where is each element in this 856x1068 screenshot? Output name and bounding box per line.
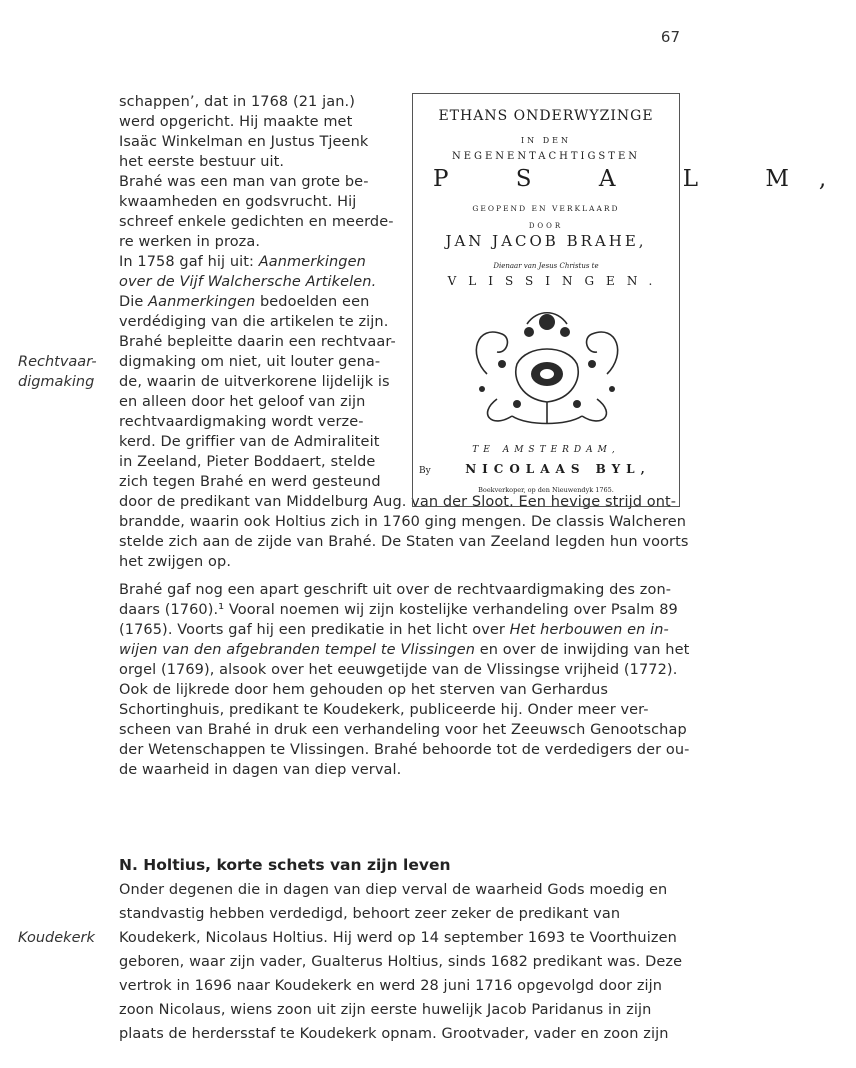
- body-line: vertrok in 1696 naar Koudekerk en werd 28 juni 1716 opgevolgd door zijn: [119, 978, 663, 994]
- body-line: standvastig hebben verdedigd, behoort zeer zeker de predikant van: [119, 906, 621, 922]
- body-line: wijen van den afgebranden tempel te Vlissingen en over de inwijding van het: [119, 642, 690, 658]
- body-line: daars (1760).¹ Vooral noemen wij zijn kostelijke verhandeling over Psalm 89: [119, 602, 678, 618]
- body-line: kwaamheden en godsvrucht. Hij: [119, 194, 357, 210]
- floral-ornament-icon: [457, 304, 637, 434]
- book-title-italic: Het herbouwen en in-: [509, 622, 669, 638]
- body-line: Onder degenen die in dagen van diep verval de waarheid Gods moedig en: [119, 882, 668, 898]
- body-line: Brahé gaf nog een apart geschrift uit over de rechtvaardigmaking des zon-: [119, 582, 672, 598]
- body-line: geboren, waar zijn vader, Gualterus Holtius, sinds 1682 predikant was. Deze: [119, 954, 683, 970]
- body-line: door de predikant van Middelburg Aug. van der Sloot. Een hevige strijd ont-: [119, 494, 677, 510]
- body-line: het eerste bestuur uit.: [119, 154, 285, 170]
- body-line: Brahé bepleitte daarin een rechtvaar-: [119, 334, 396, 350]
- body-line: brandde, waarin ook Holtius zich in 1760 ging mengen. De classis Walcheren: [119, 514, 687, 530]
- book-title-italic: wijen van den afgebranden tempel te Vlissingen: [119, 642, 476, 658]
- title-page-title: ETHANS ONDERWYZINGE: [438, 108, 654, 124]
- body-line: schreef enkele gedichten en meerde-: [119, 214, 394, 230]
- body-line: In 1758 gaf hij uit: Aanmerkingen: [119, 254, 366, 270]
- title-page-illustration: [412, 93, 856, 507]
- body-line: scheen van Brahé in druk een verhandeling voor het Zeeuwsch Genootschap: [119, 722, 687, 738]
- body-line: stelde zich aan de zijde van Brahé. De Staten van Zeeland legden hun voorts: [119, 534, 689, 550]
- book-title-italic: Aanmerkingen: [148, 294, 256, 310]
- body-line: [119, 272, 376, 292]
- body-line: Ook de lijkrede door hem gehouden op het sterven van Gerhardus: [119, 682, 609, 698]
- body-line: Die Aanmerkingen bedoelden een: [119, 294, 370, 310]
- title-page-dienaar: Dienaar van Jesus Christus te: [493, 262, 599, 270]
- body-line: zoon Nicolaus, wiens zoon uit zijn eerste huwelijk Jacob Paridanus in zijn: [119, 1002, 652, 1018]
- title-page-amsterdam: TE AMSTERDAM,: [472, 445, 620, 455]
- section-heading: N. Holtius, korte schets van zijn leven: [119, 856, 451, 874]
- title-page-in-den: IN DEN: [521, 136, 571, 145]
- body-line: Koudekerk, Nicolaus Holtius. Hij werd op 14 september 1693 te Voorthuizen: [119, 930, 677, 946]
- book-title-italic: Aanmerkingen: [258, 254, 366, 270]
- margin-note-rechtvaardigmaking-2: digmaking: [18, 374, 95, 390]
- body-line: zich tegen Brahé en werd gesteund: [119, 474, 381, 490]
- body-line: (1765). Voorts gaf hij een predikatie in het licht over Het herbouwen en in-: [119, 622, 669, 638]
- title-page-psalm-number: NEGENENTACHTIGSTEN: [451, 151, 641, 162]
- title-page-geopend: GEOPEND EN VERKLAARD: [472, 204, 620, 213]
- body-line: Brahé was een man van grote be-: [119, 174, 369, 190]
- body-line: digmaking om niet, uit louter gena-: [119, 354, 381, 370]
- body-line: Isaäc Winkelman en Justus Tjeenk: [119, 134, 369, 150]
- body-line: Schortinghuis, predikant te Koudekerk, publiceerde hij. Onder meer ver-: [119, 702, 649, 718]
- title-page-author: JAN JACOB BRAHE,: [445, 232, 647, 250]
- body-line: de waarheid in dagen van diep verval.: [119, 762, 402, 778]
- title-page-psalm: P S A L M,: [433, 166, 856, 192]
- body-line: schappen’, dat in 1768 (21 jan.): [119, 94, 355, 110]
- title-page-city: VLISSINGEN.: [447, 274, 665, 288]
- title-page-address: Boekverkoper, op den Nieuwendyk 1765.: [478, 486, 614, 494]
- body-line: en alleen door het geloof van zijn: [119, 394, 366, 410]
- title-page-door: DOOR: [528, 222, 564, 230]
- body-line: orgel (1769), alsook over het eeuwgetijde van de Vlissingse vrijheid (1772).: [119, 662, 678, 678]
- body-line: in Zeeland, Pieter Boddaert, stelde: [119, 454, 376, 470]
- page-number: 67: [660, 28, 680, 46]
- body-line: de, waarin de uitverkorene lijdelijk is: [119, 374, 390, 390]
- title-page-printer: NICOLAAS BYL,: [465, 462, 651, 476]
- title-page-by: By: [419, 466, 431, 476]
- body-line: der Wetenschappen te Vlissingen. Brahé behoorde tot de verdedigers der ou-: [119, 742, 690, 758]
- body-line: plaats de herdersstaf te Koudekerk opnam. Grootvader, vader en zoon zijn: [119, 1026, 669, 1042]
- body-line: rechtvaardigmaking wordt verze-: [119, 414, 364, 430]
- book-title-italic: over de Vijf Walchersche Artikelen.: [119, 274, 377, 290]
- margin-note-rechtvaardigmaking-1: Rechtvaar-: [18, 354, 97, 370]
- body-line: werd opgericht. Hij maakte met: [119, 114, 353, 130]
- body-line: kerd. De griffier van de Admiraliteit: [119, 434, 380, 450]
- body-line: verdédiging van die artikelen te zijn.: [119, 314, 389, 330]
- body-line: re werken in proza.: [119, 234, 261, 250]
- body-line: het zwijgen op.: [119, 554, 232, 570]
- margin-note-koudekerk: Koudekerk: [18, 930, 95, 946]
